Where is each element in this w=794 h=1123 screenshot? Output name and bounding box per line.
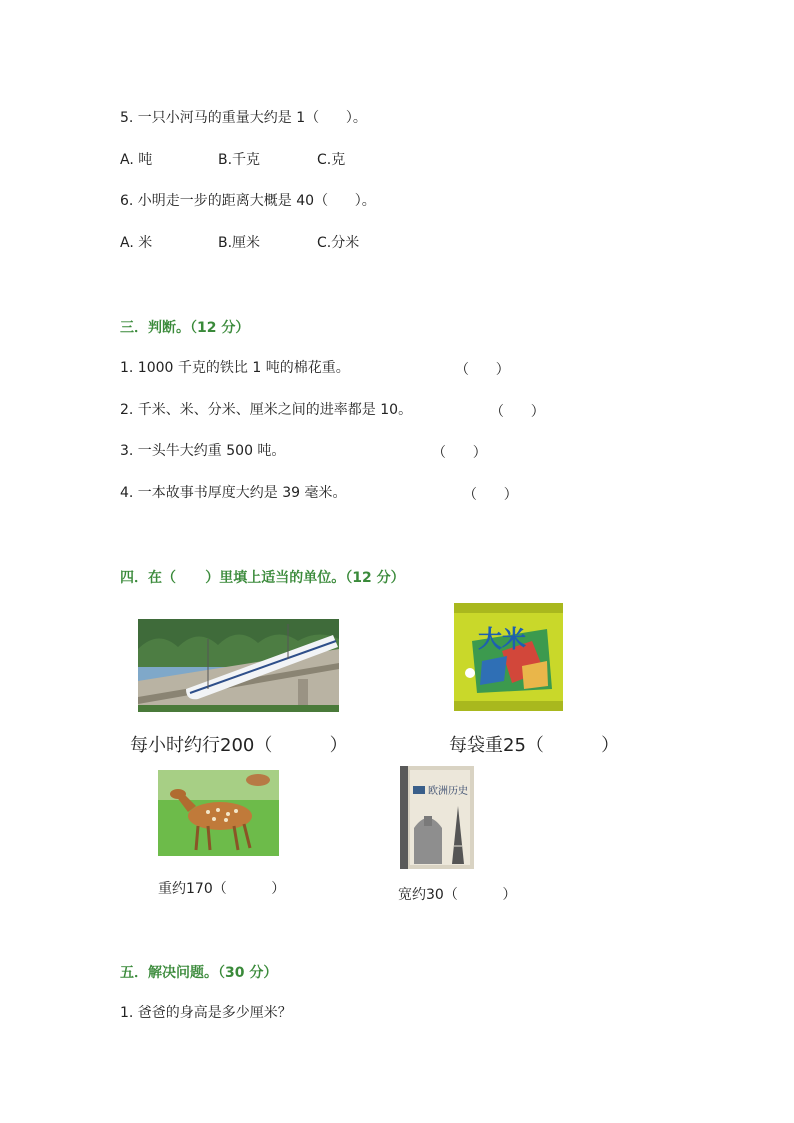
answer-blank: （ ） [432,445,487,461]
rice-bag-image [452,601,565,713]
deer-image [158,770,279,856]
book-image [400,766,474,869]
deer-caption: 重约170（ ） [158,881,286,897]
option-b: B.厘米 [218,235,261,251]
option-a: A. 吨 [120,152,153,168]
option-b: B.千克 [218,152,261,168]
train-image [138,619,339,712]
judge-item-1: 1. 1000 千克的铁比 1 吨的棉花重。 [120,360,350,376]
option-a: A. 米 [120,235,153,251]
section-4-title: 四．在（ ）里填上适当的单位。（12 分） [120,570,405,586]
section-3-title: 三．判断。（12 分） [120,320,250,336]
question-5: 5. 一只小河马的重量大约是 1（ ）。 [120,110,367,126]
rice-caption: 每袋重25（ ） [449,735,620,756]
option-c: C.克 [317,152,346,168]
judge-item-2: 2. 千米、米、分米、厘米之间的进率都是 10。 [120,402,413,418]
answer-blank: （ ） [455,362,510,378]
answer-blank: （ ） [490,404,545,420]
book-caption: 宽约30（ ） [398,887,517,903]
problem-1: 1. 爸爸的身高是多少厘米？ [120,1005,292,1021]
judge-item-3: 3. 一头牛大约重 500 吨。 [120,443,286,459]
option-c: C.分米 [317,235,360,251]
section-5-title: 五．解决问题。（30 分） [120,965,278,981]
train-caption: 每小时约行200（ ） [130,735,348,756]
rice-bag-label: 大米 [478,625,526,653]
answer-blank: （ ） [463,487,518,503]
book-title: 欧洲历史 [428,786,468,797]
judge-item-4: 4. 一本故事书厚度大约是 39 毫米。 [120,485,347,501]
question-6: 6. 小明走一步的距离大概是 40（ ）。 [120,193,376,209]
